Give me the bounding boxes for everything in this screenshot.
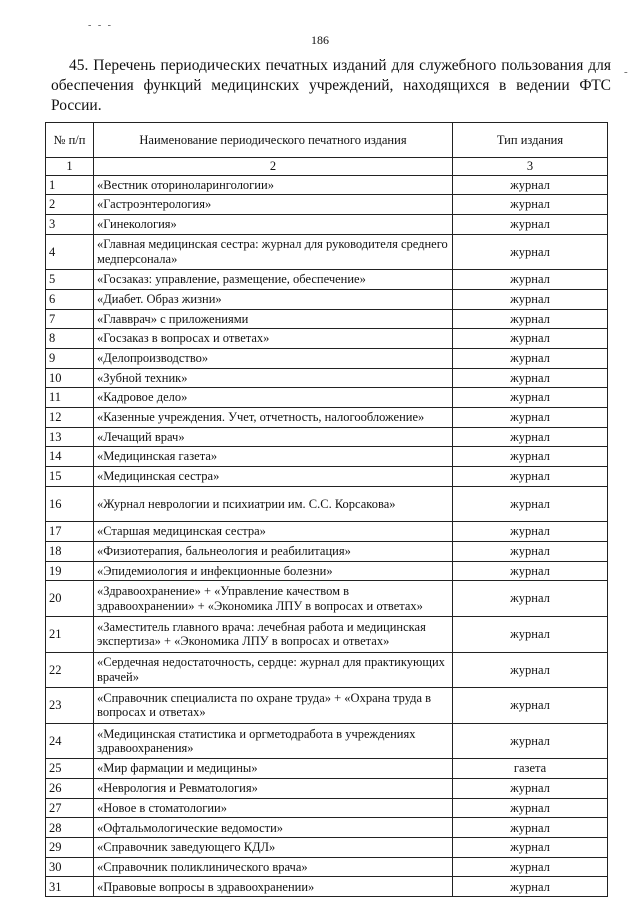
periodical-name: «Мир фармации и медицины» <box>94 759 453 779</box>
table-row <box>46 289 608 309</box>
periodical-name: «Правовые вопросы в здравоохранении» <box>94 877 453 897</box>
periodical-name: «Зубной техник» <box>94 368 453 388</box>
publication-type: журнал <box>453 309 608 329</box>
periodicals-table <box>45 122 608 897</box>
periodical-name: «Вестник оториноларингологии» <box>94 175 453 195</box>
periodical-name: «Физиотерапия, бальнеология и реабилитация» <box>94 542 453 562</box>
table-row <box>46 522 608 542</box>
row-number: 1 <box>46 175 94 195</box>
periodical-name: «Неврология и Ревматология» <box>94 779 453 799</box>
publication-type: журнал <box>453 522 608 542</box>
page-number: 186 <box>311 33 329 47</box>
publication-type: журнал <box>453 289 608 309</box>
table-body <box>46 158 608 897</box>
row-number: 10 <box>46 368 94 388</box>
publication-type: журнал <box>453 857 608 877</box>
publication-type: журнал <box>453 427 608 447</box>
section-number: 45. <box>69 57 89 74</box>
table-row <box>46 329 608 349</box>
publication-type: журнал <box>453 652 608 688</box>
periodical-name: «Главврач» с приложениями <box>94 309 453 329</box>
header-name: Наименование периодического печатного издания <box>94 123 453 158</box>
table-row <box>46 542 608 562</box>
table-row <box>46 234 608 270</box>
table-row <box>46 838 608 858</box>
row-number: 25 <box>46 759 94 779</box>
periodical-name: «Госзаказ в вопросах и ответах» <box>94 329 453 349</box>
table-row <box>46 270 608 290</box>
table-row <box>46 388 608 408</box>
header-type: Тип издания <box>453 123 608 158</box>
periodical-name: «Госзаказ: управление, размещение, обеспечение» <box>94 270 453 290</box>
table-row <box>46 616 608 652</box>
row-number: 18 <box>46 542 94 562</box>
publication-type: журнал <box>453 779 608 799</box>
table-row <box>46 877 608 897</box>
column-index-row <box>46 158 608 176</box>
publication-type: журнал <box>453 723 608 759</box>
row-number: 3 <box>46 214 94 234</box>
publication-type: журнал <box>453 175 608 195</box>
periodical-name: «Медицинская статистика и оргметодработа в учреждениях здравоохранения» <box>94 723 453 759</box>
periodical-name: «Гинекология» <box>94 214 453 234</box>
publication-type: журнал <box>453 270 608 290</box>
periodical-name: «Журнал неврологии и психиатрии им. С.С. Корсакова» <box>94 486 453 522</box>
publication-type: журнал <box>453 561 608 581</box>
row-number: 24 <box>46 723 94 759</box>
publication-type: журнал <box>453 798 608 818</box>
row-number: 26 <box>46 779 94 799</box>
row-number: 9 <box>46 348 94 368</box>
publication-type: журнал <box>453 329 608 349</box>
periodical-name: «Медицинская сестра» <box>94 467 453 487</box>
publication-type: журнал <box>453 838 608 858</box>
row-number: 17 <box>46 522 94 542</box>
row-number: 20 <box>46 581 94 617</box>
row-number: 30 <box>46 857 94 877</box>
periodical-name: «Лечащий врач» <box>94 427 453 447</box>
periodical-name: «Справочник специалиста по охране труда» + «Охрана труда в вопросах и ответах» <box>94 688 453 724</box>
publication-type: газета <box>453 759 608 779</box>
table-row <box>46 214 608 234</box>
row-number: 28 <box>46 818 94 838</box>
periodical-name: «Казенные учреждения. Учет, отчетность, налогообложение» <box>94 407 453 427</box>
publication-type: журнал <box>453 447 608 467</box>
row-number: 23 <box>46 688 94 724</box>
periodical-name: «Медицинская газета» <box>94 447 453 467</box>
row-number: 21 <box>46 616 94 652</box>
row-number: 12 <box>46 407 94 427</box>
row-number: 7 <box>46 309 94 329</box>
table-row <box>46 427 608 447</box>
table-row <box>46 857 608 877</box>
publication-type: журнал <box>453 542 608 562</box>
table-header-row <box>46 123 608 158</box>
table-row <box>46 486 608 522</box>
periodical-name: «Новое в стоматологии» <box>94 798 453 818</box>
table-row <box>46 688 608 724</box>
publication-type: журнал <box>453 388 608 408</box>
table-row <box>46 175 608 195</box>
table-row <box>46 798 608 818</box>
table-row <box>46 561 608 581</box>
publication-type: журнал <box>453 581 608 617</box>
row-number: 11 <box>46 388 94 408</box>
publication-type: журнал <box>453 348 608 368</box>
table-row <box>46 818 608 838</box>
row-number: 19 <box>46 561 94 581</box>
table-row <box>46 348 608 368</box>
row-number: 13 <box>46 427 94 447</box>
scan-mark-top: - - - <box>88 20 113 31</box>
index-cell: 3 <box>453 158 608 176</box>
table-row <box>46 368 608 388</box>
row-number: 15 <box>46 467 94 487</box>
periodical-name: «Диабет. Образ жизни» <box>94 289 453 309</box>
publication-type: журнал <box>453 818 608 838</box>
row-number: 31 <box>46 877 94 897</box>
table-row <box>46 309 608 329</box>
row-number: 4 <box>46 234 94 270</box>
table-row <box>46 779 608 799</box>
index-cell: 1 <box>46 158 94 176</box>
scan-mark-right: - <box>624 66 628 78</box>
section-title: Перечень периодических печатных изданий для служебного пользования для обеспечения функций медицинских учреждений, находящихся в ведении ФТС России. <box>51 57 611 114</box>
row-number: 16 <box>46 486 94 522</box>
row-number: 29 <box>46 838 94 858</box>
row-number: 14 <box>46 447 94 467</box>
table-row <box>46 581 608 617</box>
publication-type: журнал <box>453 407 608 427</box>
periodical-name: «Эпидемиология и инфекционные болезни» <box>94 561 453 581</box>
row-number: 2 <box>46 195 94 215</box>
table-row <box>46 759 608 779</box>
row-number: 5 <box>46 270 94 290</box>
section-heading <box>51 56 611 116</box>
periodical-name: «Офтальмологические ведомости» <box>94 818 453 838</box>
table-row <box>46 652 608 688</box>
periodical-name: «Заместитель главного врача: лечебная работа и медицинская экспертиза» + «Экономика ЛПУ в вопросах и ответах» <box>94 616 453 652</box>
table-row <box>46 447 608 467</box>
periodical-name: «Главная медицинская сестра: журнал для руководителя среднего медперсонала» <box>94 234 453 270</box>
publication-type: журнал <box>453 616 608 652</box>
periodical-name: «Здравоохранение» + «Управление качеством в здравоохранении» + «Экономика ЛПУ в вопросах и ответах» <box>94 581 453 617</box>
row-number: 27 <box>46 798 94 818</box>
table-row <box>46 467 608 487</box>
publication-type: журнал <box>453 214 608 234</box>
publication-type: журнал <box>453 877 608 897</box>
index-cell: 2 <box>94 158 453 176</box>
periodical-name: «Кадровое дело» <box>94 388 453 408</box>
publication-type: журнал <box>453 368 608 388</box>
publication-type: журнал <box>453 195 608 215</box>
table-row <box>46 195 608 215</box>
publication-type: журнал <box>453 688 608 724</box>
row-number: 22 <box>46 652 94 688</box>
periodical-name: «Справочник поликлинического врача» <box>94 857 453 877</box>
table-row <box>46 723 608 759</box>
row-number: 6 <box>46 289 94 309</box>
table-row <box>46 407 608 427</box>
periodical-name: «Справочник заведующего КДЛ» <box>94 838 453 858</box>
publication-type: журнал <box>453 234 608 270</box>
periodical-name: «Старшая медицинская сестра» <box>94 522 453 542</box>
header-num: № п/п <box>46 123 94 158</box>
periodical-name: «Гастроэнтерология» <box>94 195 453 215</box>
publication-type: журнал <box>453 467 608 487</box>
publication-type: журнал <box>453 486 608 522</box>
row-number: 8 <box>46 329 94 349</box>
periodical-name: «Делопроизводство» <box>94 348 453 368</box>
periodical-name: «Сердечная недостаточность, сердце: журнал для практикующих врачей» <box>94 652 453 688</box>
